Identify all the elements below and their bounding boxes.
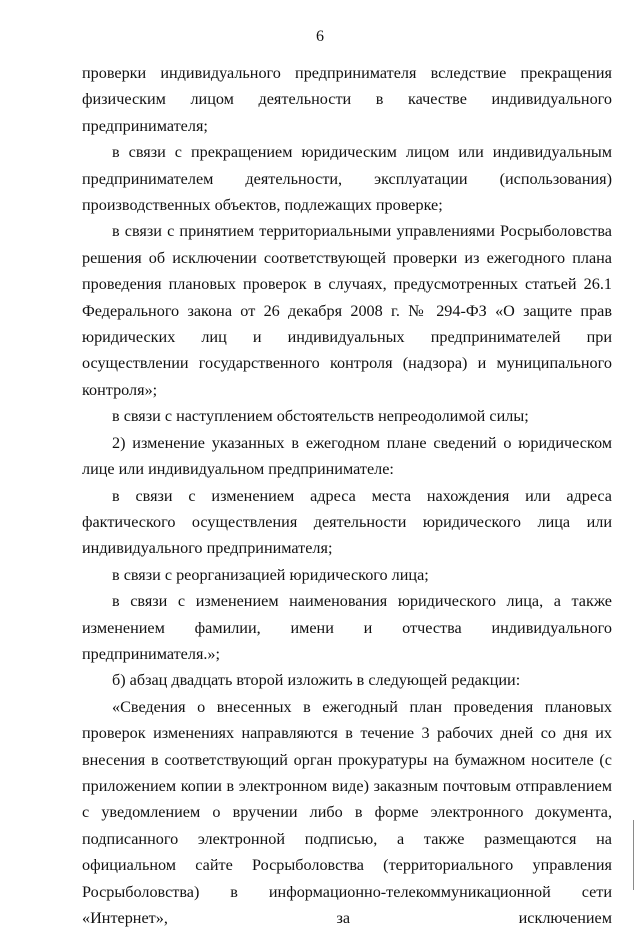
- paragraph: в связи с принятием территориальными управлениями Росрыболовства решения об исключении соответствующей проверки из ежегодного плана проведения плановых проверок в случаях, предусмотренных статьей 26.1 Федерального закона от 26 декабря 2008 г. № 294-ФЗ «О защите прав юридических лиц и индивидуальных предпринимателей при осуществлении государственного контроля (надзора) и муниципального контроля»;: [82, 222, 612, 399]
- scan-edge-mark: [633, 820, 634, 890]
- paragraph: в связи с наступлением обстоятельств непреодолимой силы;: [112, 407, 529, 426]
- page-number: 6: [316, 28, 324, 45]
- paragraph: б) абзац двадцать второй изложить в следующей редакции:: [112, 671, 521, 690]
- paragraph: в связи с реорганизацией юридического лица;: [112, 565, 429, 584]
- paragraph: в связи с прекращением юридическим лицом или индивидуальным предпринимателем деятельности, эксплуатации (использования) производственных объектов, подлежащих проверке;: [82, 143, 612, 215]
- document-body: [82, 60, 612, 931]
- paragraph-continuation: проверки индивидуального предпринимателя вследствие прекращения физическим лицом деятельности в качестве индивидуального предпринимателя;: [82, 64, 612, 135]
- paragraph: в связи с изменением адреса места нахождения или адреса фактического осуществления деятельности юридического лица или индивидуального предпринимателя;: [82, 486, 612, 558]
- paragraph: 2) изменение указанных в ежегодном плане сведений о юридическом лице или индивидуальном предпринимателе:: [82, 433, 612, 479]
- paragraph-quoted: «Сведения о внесенных в ежегодный план проведения плановых проверок изменениях направляются в течение 3 рабочих дней со дня их внесения в соответствующий орган прокуратуры на бумажном носителе (с приложением копии в электронном виде) заказным почтовым отправлением с уведомлением о вручении либо в форме электронного документа, подписанного электронной подписью, а также размещаются на официальном сайте Росрыболовства (территориального управления Росрыболовства) в информационно-телекоммуникационной сети «Интернет», за исключением: [82, 697, 612, 927]
- paragraph: в связи с изменением наименования юридического лица, а также изменением фамилии, имени и отчества индивидуального предпринимателя.»;: [82, 592, 612, 663]
